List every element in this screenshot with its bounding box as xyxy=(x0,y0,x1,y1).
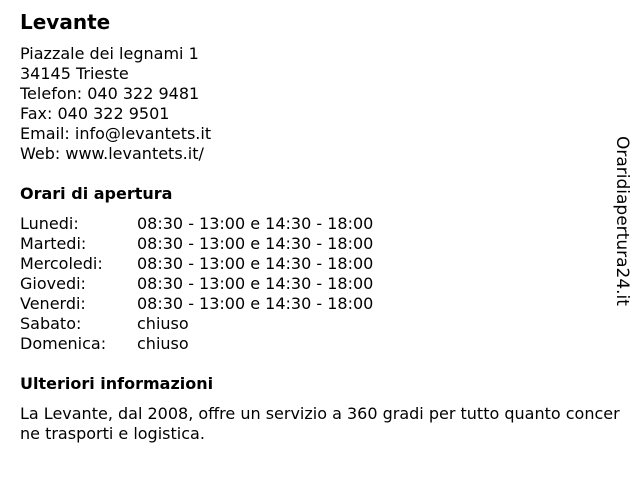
address-line: Piazzale dei legnami 1 xyxy=(20,44,199,63)
day-hours: 08:30 - 13:00 e 14:30 - 18:00 xyxy=(137,234,374,253)
email-line: Email: info@levantets.it xyxy=(20,124,212,143)
more-info-text: La Levante, dal 2008, offre un servizio a 360 gradi per tutto quanto concerne trasporti e logistica. xyxy=(20,404,620,443)
hours-row xyxy=(20,234,373,254)
day-label: Venerdi: xyxy=(20,294,86,313)
more-info-title: Ulteriori informazioni xyxy=(20,374,214,393)
day-label: Mercoledi: xyxy=(20,254,103,273)
opening-hours-table xyxy=(20,214,373,354)
fax-line: Fax: 040 322 9501 xyxy=(20,104,170,123)
day-hours: 08:30 - 13:00 e 14:30 - 18:00 xyxy=(137,274,374,293)
hours-row xyxy=(20,274,373,294)
day-hours: 08:30 - 13:00 e 14:30 - 18:00 xyxy=(137,254,374,273)
city-line: 34145 Trieste xyxy=(20,64,129,83)
day-hours: 08:30 - 13:00 e 14:30 - 18:00 xyxy=(137,294,374,313)
business-name: Levante xyxy=(20,10,111,34)
hours-row xyxy=(20,214,373,234)
hours-row xyxy=(20,254,373,274)
day-hours: chiuso xyxy=(137,334,189,353)
day-label: Lunedi: xyxy=(20,214,79,233)
hours-row xyxy=(20,294,373,314)
hours-row xyxy=(20,334,373,354)
contact-block xyxy=(20,44,211,164)
day-hours: 08:30 - 13:00 e 14:30 - 18:00 xyxy=(137,214,374,233)
day-hours: chiuso xyxy=(137,314,189,333)
day-label: Giovedi: xyxy=(20,274,86,293)
site-watermark-label: Oraridiapertura24.it xyxy=(612,136,632,306)
day-label: Sabato: xyxy=(20,314,82,333)
phone-line: Telefon: 040 322 9481 xyxy=(20,84,200,103)
hours-row xyxy=(20,314,373,334)
web-line: Web: www.levantets.it/ xyxy=(20,144,204,163)
day-label: Martedi: xyxy=(20,234,87,253)
day-label: Domenica: xyxy=(20,334,107,353)
opening-hours-title: Orari di apertura xyxy=(20,184,173,203)
